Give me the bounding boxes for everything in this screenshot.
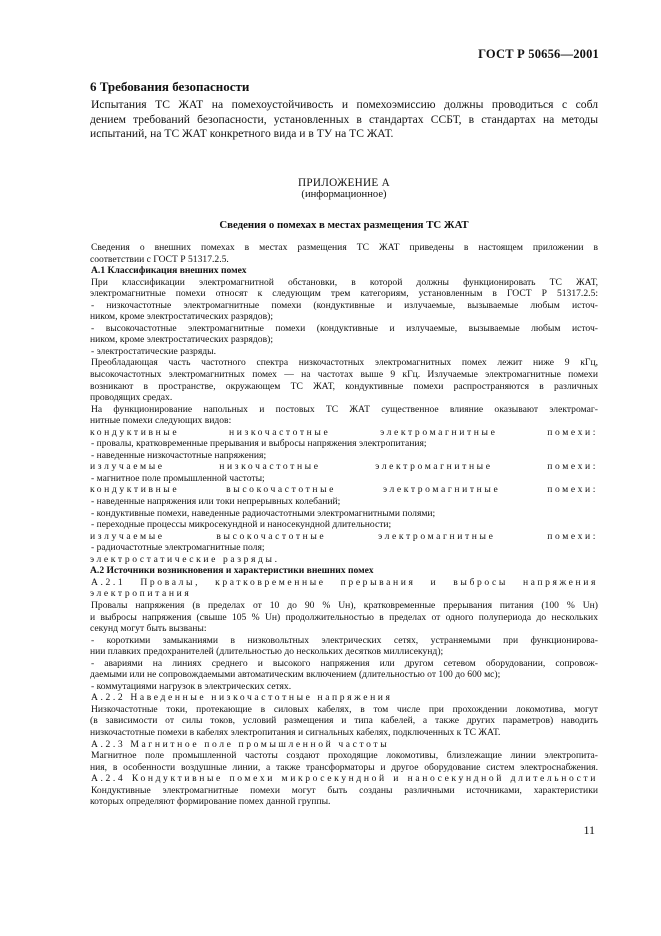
text-line: нитные помехи следующих видов: <box>90 415 232 427</box>
list-item: - короткими замыканиями в низковольтных электрических сетях, устраняемыми при функционирова- <box>91 634 598 646</box>
list-item: - провалы, кратковременные прерывания и выбросы напряжения электропитания; <box>91 438 427 450</box>
appendix-heading: ПРИЛОЖЕНИЕ А <box>297 177 391 189</box>
text-line: При классификации электромагнитной обстановки, в которой должны функционировать ТС ЖАТ, <box>91 276 598 288</box>
text-line: ником, кроме электростатических разрядов); <box>90 334 273 346</box>
text-line: проводящих средах. <box>90 392 173 404</box>
category-heading: излучаемые высокочастотные электромагнитные помехи: <box>90 530 598 542</box>
list-item: - наведенные напряжения или токи непрерывных колебаний; <box>91 496 341 508</box>
list-item: - кондуктивные помехи, наведенные радиочастотными электромагнитными полями; <box>91 507 436 519</box>
text-line: и выбросы напряжения (свыше 105 % Uн) продолжительностью в пределах от одного полупериода до нескольких <box>90 611 598 623</box>
text-line: даемыми или не сопровождаемыми автоматическим включением (длительностью от 100 до 600 мс); <box>90 669 501 681</box>
text-line: дением требований безопасности, установленных в стандартах ССБТ, в стандартах на методы <box>90 112 598 126</box>
list-item: - магнитное поле промышленной частоты; <box>91 472 265 484</box>
text-line: Преобладающая часть частотного спектра низкочастотных электромагнитных помех лежит ниже 9 кГц, <box>91 357 598 369</box>
section-6-title: 6 Требования безопасности <box>90 79 250 94</box>
text-line: ником, кроме электростатических разрядов); <box>90 311 273 323</box>
section-6-body <box>90 98 598 142</box>
subsection-heading: А.2 Источники возникновения и характеристики внешних помех <box>90 565 374 577</box>
text-line: На функционирование напольных и постовых ТС ЖАТ существенное влияние оказывают электромаг- <box>91 403 598 415</box>
text-line: электромагнитные помехи относят к следующим трем категориям, установленным в ГОСТ Р 51317.2.5: <box>90 288 598 300</box>
clause-heading: А.2.2 Наведенные низкочастотные напряжения <box>91 692 393 704</box>
text-line: низкочастотные помехи в кабелях электропитания и сигнальных кабелях, подключенных к ТС ЖАТ. <box>90 726 501 738</box>
text-line: соответствии с ГОСТ Р 51317.2.5. <box>90 253 229 265</box>
list-item: - низкочастотные электромагнитные помехи (кондуктивные и излучаемые, вызываемые любым источ- <box>91 299 598 311</box>
category-heading: электростатические разряды. <box>90 553 280 565</box>
text-line: Магнитное поле промышленной частоты создают проходящие локомотивы, близлежащие линии электропита- <box>91 750 598 762</box>
text-line: Сведения о внешних помехах в местах размещения ТС ЖАТ приведены в настоящем приложении в <box>91 242 598 253</box>
subsection-heading: А.1 Классификация внешних помех <box>91 265 247 277</box>
text-line: высокочастотных электромагнитных помех — на частотах выше 9 кГц. Излучаемые электромагнитные помехи <box>90 369 598 381</box>
list-item: - переходные процессы микросекундной и наносекундной длительности; <box>91 519 392 531</box>
category-heading: кондуктивные низкочастотные электромагнитные помехи: <box>90 426 598 438</box>
page-number: 11 <box>583 823 595 837</box>
category-heading: кондуктивные высокочастотные электромагнитные помехи: <box>90 484 598 496</box>
text-line: Низкочастотные токи, протекающие в силовых кабелях, в том числе при прохождении локомотива, могут <box>91 703 598 715</box>
clause-heading: А.2.1 Провалы, кратковременные прерывания и выбросы напряжения <box>91 576 598 588</box>
text-line: Испытания ТС ЖАТ на помехоустойчивость и помехоэмиссию должны проводиться с собл <box>91 98 598 111</box>
text-line: Кондуктивные электромагнитные помехи могут быть созданы различными источниками, характеристики <box>91 784 598 796</box>
appendix-note: (информационное) <box>301 189 387 200</box>
text-line: возникают в пространстве, окружающем ТС ЖАТ, кондуктивные помехи распространяются в различных <box>90 380 598 392</box>
text-line: секунд могут быть вызваны: <box>90 623 207 635</box>
list-item: - высокочастотные электромагнитные помехи (кондуктивные и излучаемые, вызываемые любым источ- <box>91 322 598 334</box>
standard-code: ГОСТ Р 50656—2001 <box>478 47 599 61</box>
text-line: нии плавких предохранителей (длительностью до нескольких десятков миллисекунд); <box>90 646 444 658</box>
list-item: - авариями на линиях среднего и высокого напряжения или другом сетевом оборудовании, сопровож- <box>91 657 598 669</box>
appendix-body <box>90 242 598 808</box>
text-line: испытаний, на ТС ЖАТ конкретного вида и в ТУ на ТС ЖАТ. <box>90 127 394 141</box>
clause-heading: электропитания <box>90 588 192 600</box>
list-item: - наведенные низкочастотные напряжения; <box>91 449 267 461</box>
text-line: которых определяют формирование помех данной группы. <box>90 796 331 808</box>
list-item: - электростатические разряды. <box>91 345 216 357</box>
text-line: (в зависимости от силы токов, условий размещения и типа кабелей, а также других параметров) наводить <box>90 715 598 727</box>
list-item: - коммутациями нагрузок в электрических сетях. <box>91 680 292 692</box>
appendix-title: Сведения о помехах в местах размещения ТС ЖАТ <box>219 219 469 231</box>
category-heading: излучаемые низкочастотные электромагнитные помехи: <box>90 461 598 473</box>
text-line: Провалы напряжения (в пределах от 10 до 90 % Uн), кратковременные прерывания питания (100 % Uн) <box>91 599 598 611</box>
text-line: ния, в особенности воздушные линии, а также трансформаторы и другое оборудование систем электроснабжения. <box>90 761 598 773</box>
clause-heading: А.2.4 Кондуктивные помехи микросекундной и наносекундной длительности <box>91 773 598 785</box>
list-item: - радиочастотные электромагнитные поля; <box>91 542 265 554</box>
clause-heading: А.2.3 Магнитное поле промышленной частоты <box>91 738 390 750</box>
